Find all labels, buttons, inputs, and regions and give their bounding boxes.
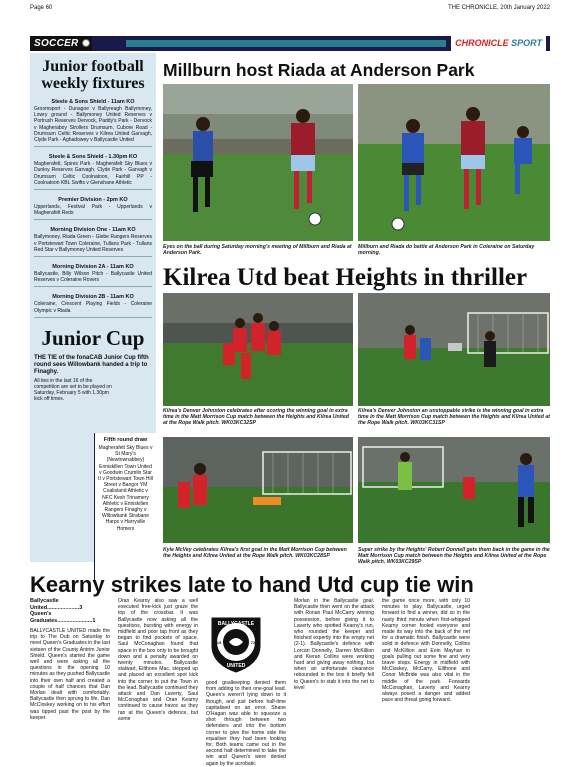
caption-kilrea-tr: Kilrea's Denver Johnston an unstoppable strike is the winning goal in extra time in the Matt Morrison Cup match between the Heights and Kilrea United at the Rope Walk pitch. WK03KC31SP xyxy=(358,408,550,427)
publication-date: THE CHRONICLE, 20th January 2022 xyxy=(447,5,550,11)
section-divider xyxy=(34,317,152,318)
brand-sub: SPORT xyxy=(511,38,542,48)
svg-text:72: 72 xyxy=(250,640,256,645)
fixture-section-heading: Morning Division 2B - 11am KO xyxy=(52,294,134,301)
svg-text:19: 19 xyxy=(216,640,222,645)
score-away: Queen's Graduates.......................1 xyxy=(30,611,96,624)
junior-cup-text: All ties in the last 16 of the competition are set to be played on Saturday, February 5 with 1.30pm kick off times. xyxy=(34,377,112,403)
junior-cup-intro: THE TIE of the fonaCAB Junior Cup fifth round sees Willowbank handed a trip to Finaghy. xyxy=(34,354,149,375)
article-col-5: the game once more, with only 10 minutes to play. Ballycastle, urged forward to find a winner, did so in the nasty third minute when first-whipped Kearny corner fooled everyone and made its way into the back of the net for a dramatic finish. Ballycastle were solid in defence with Donnelly, Collins and McKillion and Eoin Mayhan in goals pulling out some fine and very brave stops. Energy in midfield with McCloskey, McCarry, Eilthone and Conor McBride was also vital in the middle of the park. Forwards McConaghan, Laverty and Kearny always posed a danger and added pace and threat going forward. xyxy=(382,598,470,704)
caption-kilrea-bl: Kyle McVey celebrates Kilrea's first goal in the Matt Morrison Cup between the Heights and Kilrea United at the Rope Walk pitch. WK03KC28SP xyxy=(163,547,347,560)
svg-text:BALLYCASTLE: BALLYCASTLE xyxy=(217,621,255,627)
football-icon xyxy=(82,39,90,47)
brand-main: CHRONICLE xyxy=(455,38,509,48)
page-number: Page 60 xyxy=(30,5,53,11)
fixture-section-heading: Premier Division - 2pm KO xyxy=(58,197,128,204)
section-label xyxy=(30,36,92,51)
banner-stripe xyxy=(126,40,446,47)
article-col-1 xyxy=(30,598,110,721)
fixture-section-text: Groomsport - Dunagoe v Ballyreagh Ballymoney, Lowry ground - Ballymoney United Reserves v Portrush Reserves Dervock, Paddy's Park - Dervock v Magheraboy Strollers Drumsurn, Cubore Road - Drumsurn Celtic Reserves v Kilrea United Garvagh, Clyde Park - Aghadowey v Ballycastle United xyxy=(34,106,152,144)
junior-cup-title: Junior Cup xyxy=(41,325,145,350)
headline-millburn: Millburn host Riada at Anderson Park xyxy=(163,60,475,80)
caption-kilrea-br: Super strike by the Heights' Robert Donnell gets them back in the game in the Matt Morrison Cup match between the Heights and Kilrea United at the Rope Walk pitch. WK03KC29SP xyxy=(358,547,550,566)
section-label-text: SOCCER xyxy=(34,38,79,49)
section-banner xyxy=(30,36,550,51)
caption-millburn-right: Millburn and Riada do battle at Anderson Park in Coleraine on Saturday morning. xyxy=(358,244,535,257)
fifth-round-heading: Fifth round draw xyxy=(103,437,148,443)
article-col-4: Morlan in the Ballycastle goal. Ballycastle then went on the attack with Ronan Paul McCarry winning possession, before giving it to Laverty who spotted Kearny's run, who rounded the keeper and finished expertly into the empty net (2-1). Ballycastle's defence with Lorcan Donnelly, Darren McKillion and Kieran Collins were working hard and giving away nothing, but when an unfortunate clearance rebounded in the box it briefly fell to Queen's to stab it into the net to level xyxy=(294,598,374,691)
headline-kearny: Kearny strikes late to hand Utd cup tie win xyxy=(30,572,474,597)
ballycastle-crest xyxy=(208,612,264,674)
headline-kilrea: Kilrea Utd beat Heights in thriller xyxy=(163,264,528,291)
page-header xyxy=(30,4,550,14)
fixture-section-text: Magherafelt, Spires Park - Magherafelt Sky Blues v Dunloy Reserves Garvagh, Clyde Park - Garvagh v Drumsurn Celtic Coolnatoon, Fairhill PP - Coolnatoon KBL Swifts v Glenshane Athletic xyxy=(34,161,152,186)
fifth-round-box xyxy=(94,433,156,583)
photo-kilrea-bl xyxy=(163,437,353,543)
score-home: Ballycastle United.....................3 xyxy=(30,598,83,611)
fixture-section-heading: Steele & Sons Shield - 11am KO xyxy=(51,99,135,105)
photo-kilrea-br xyxy=(358,437,550,543)
article-kearny xyxy=(30,598,550,767)
article-col-2: Oran Kearny also saw a well executed free-kick just graze the top of the crossbar. It was Ballycastle now asking all the questions, bursting with energy in midfield and poor tap front as they began to find pockets of space. Saul McConaghan found that space in the box only to be brought down and a penalty awarded on twenty minutes. Ballycastle stalwart, Eilthone Mac, stepped up and placed an excellent spot kick into the corner to put the Town in the lead. Ballycastle continued they attack and Dan Laverty, Saul McConaghan and Oran Kearny continued to cause havoc as they ran at the Queen's defence, but some xyxy=(118,598,198,722)
fixture-section-text: Coleraine, Crescent Playing Fields - Coleraine Olympic v Riada xyxy=(34,301,152,314)
fixture-section-heading: Morning Division One - 11am KO xyxy=(50,227,136,234)
brand-logo xyxy=(451,36,546,51)
fixture-section-heading: Steele & Sons Shield - 1.30pm KO xyxy=(48,154,138,161)
section-divider xyxy=(34,219,152,220)
section-divider xyxy=(34,286,152,287)
sidebar-title: Junior football weekly fixtures xyxy=(41,58,145,92)
photo-millburn-left xyxy=(163,84,353,241)
article-col-1-text: BALLYCASTLE UNITED made the trip to The Dub on Saturday to meet Queen's Graduates in the last sixteen of the County Antrim Junior Shield. Queen's started the game well and were asking all the questions in the opening 10 minutes as they pushed Ballycastle into their own half and created a couple of half chances that Dan Morlan dealt with comfortably. Ballycastle then sprung to life, Dan McCloskey working on to his effort was tipped past the post by the keeper. xyxy=(30,628,110,721)
article-col-3: good goalkeeping denied them from adding to their one-goal lead. Queen's weren't lying down to it though, and just before half-time capitalised on an error. Shane O'Hagan was able to squeeze a shot through between two defenders and into the bottom corner to give the home side the equaliser they had been looking for. Both teams came out in the second half determined to take the win and Queen's were denied again by the acrobatic xyxy=(206,680,286,767)
photo-kilrea-tl xyxy=(163,293,353,406)
photo-kilrea-tr xyxy=(358,293,550,406)
caption-millburn-left: Eyes on the ball during Saturday morning's meeting of Millburn and Riada at Anderson Park. xyxy=(163,244,352,257)
photo-millburn-right xyxy=(358,84,550,241)
section-divider xyxy=(34,189,152,190)
svg-text:UNITED: UNITED xyxy=(226,663,246,669)
fixture-section-heading: Morning Division 2A - 11am KO xyxy=(52,264,134,271)
section-divider xyxy=(34,146,152,147)
fixture-section-text: Upperlands, Festival Park - Upperlands v Magherafelt Reds xyxy=(34,204,152,217)
caption-kilrea-tl: Kilrea's Denver Johnston celebrates after scoring the winning goal in extra time in the Matt Morrison Cup match between the Heights and Kilrea United at the Rope Walk pitch. WK03KC32SP xyxy=(163,408,349,427)
fixture-section-text: Ballymoney, Riada Green - Glebe Rangers Reserves v Portstewart Town Coleraine, Tullans Park - Tullans Red Star v Ballymoney United Reserves xyxy=(34,234,152,253)
fixture-section-text: Ballycastle, Billy Wilson Pitch - Ballycastle United Reserves v Coleraine Rovers xyxy=(34,271,152,284)
section-divider xyxy=(34,256,152,257)
fifth-round-fixtures: Magherafelt Sky Blues v St Mary's (Newtownabbey) Enniskillen Town United v Goodwin Crumlin Star II v Portstewart Town Hill Street v Bangor YM Coalisland Athletic v NFC Kesh Trinamery Athletic v Enniskillen Rangers Finaghy v Willowbank Strabane Harps v Harryville Homers xyxy=(98,445,153,532)
